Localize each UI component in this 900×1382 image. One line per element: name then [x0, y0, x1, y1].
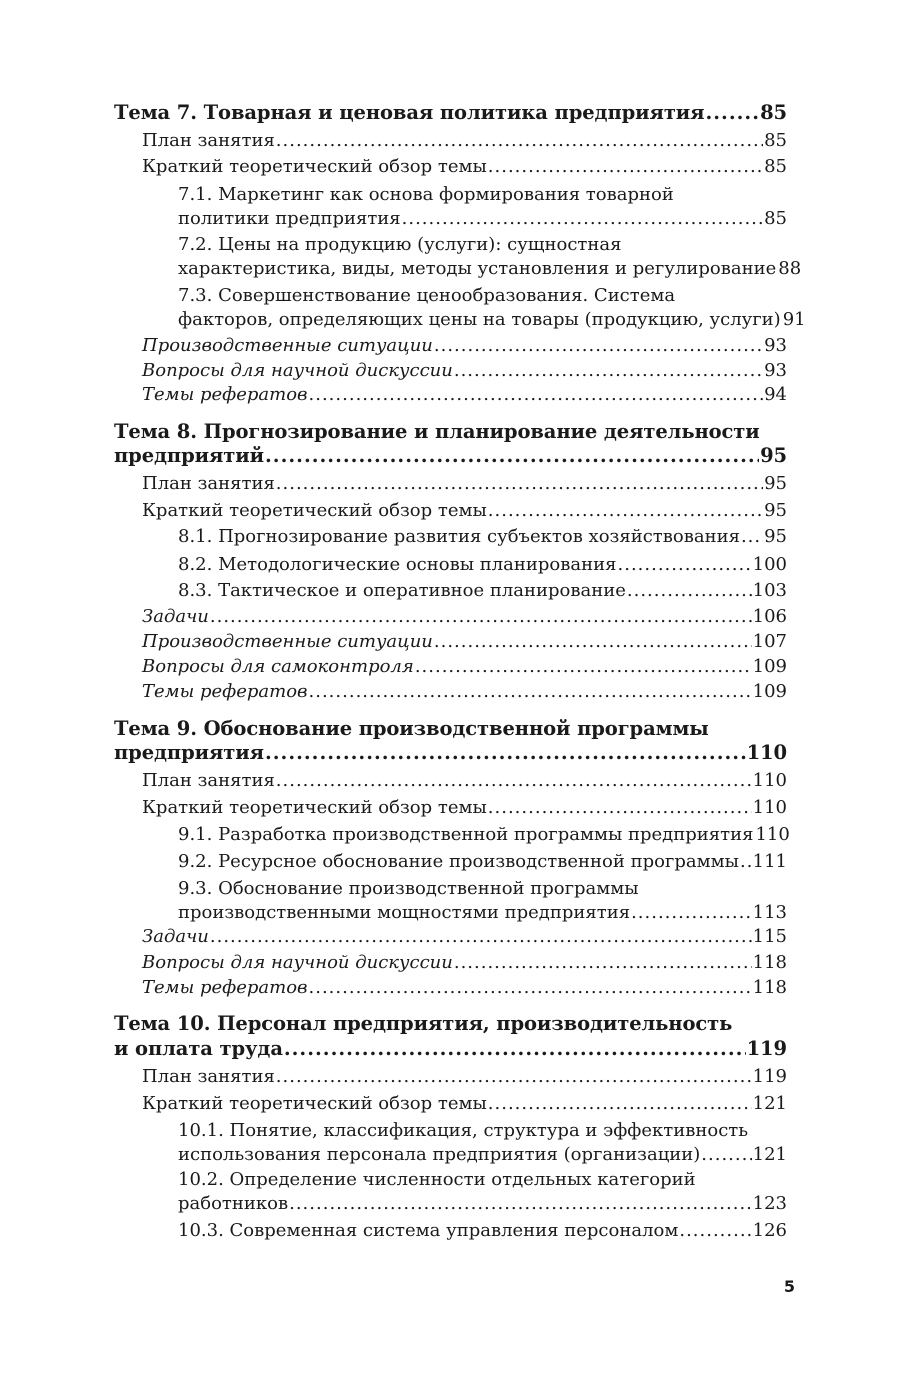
- toc-page-number: 85: [764, 130, 787, 151]
- toc-title: 8.1. Прогнозирование развития субъектов хозяйствования: [178, 526, 740, 547]
- toc-item[interactable]: [178, 1192, 787, 1216]
- toc-page-number: 94: [764, 384, 787, 405]
- toc-page-number: 118: [752, 977, 787, 998]
- toc-page-number: 110: [752, 770, 787, 791]
- toc-title: План занятия: [142, 473, 275, 494]
- dot-leader: [488, 796, 752, 820]
- dot-leader: [309, 383, 764, 407]
- dot-leader: [402, 207, 763, 231]
- toc-title: предприятий: [114, 444, 264, 467]
- dot-leader: [284, 1037, 746, 1061]
- toc-title: 9.1. Разработка производственной программы предприятия: [178, 824, 754, 845]
- dot-leader: [210, 925, 752, 949]
- toc-topic-title-line1: Тема 9. Обоснование производственной программы: [114, 717, 709, 740]
- toc-topic[interactable]: [114, 741, 787, 765]
- toc-title: производственными мощностями предприятия: [178, 902, 631, 923]
- dot-leader: [454, 359, 763, 383]
- toc-title: 8.3. Тактическое и оперативное планирование: [178, 580, 626, 601]
- toc-item[interactable]: [142, 472, 787, 496]
- toc-item[interactable]: [178, 823, 790, 847]
- page-number: 5: [783, 1277, 795, 1296]
- dot-leader: [289, 1192, 752, 1216]
- toc-page-number: 95: [764, 526, 787, 547]
- toc-topic[interactable]: [114, 1037, 787, 1061]
- toc-title: 9.2. Ресурсное обоснование производственной программы: [178, 851, 739, 872]
- toc-page-number: 93: [764, 335, 787, 356]
- toc-page-number: 85: [764, 156, 787, 177]
- dot-leader: [705, 101, 759, 125]
- toc-page-number: 126: [752, 1220, 787, 1241]
- toc-title: Краткий теоретический обзор темы: [142, 1093, 487, 1114]
- toc-item[interactable]: [142, 155, 787, 179]
- toc-title: Вопросы для научной дискуссии: [142, 360, 453, 381]
- toc-title: Производственные ситуации: [142, 631, 433, 652]
- dot-leader: [488, 1092, 752, 1116]
- dot-leader: [309, 680, 752, 704]
- toc-title: Темы рефератов: [142, 977, 308, 998]
- dot-leader: [741, 525, 763, 549]
- toc-title: использования персонала предприятия (организации): [178, 1144, 701, 1165]
- dot-leader: [434, 334, 763, 358]
- toc-item[interactable]: [142, 499, 787, 523]
- dot-leader: [210, 605, 752, 629]
- toc-title-line1: 7.2. Цены на продукцию (услуги): сущностная: [178, 234, 622, 255]
- toc-page-number: 95: [764, 473, 787, 494]
- dot-leader: [434, 630, 752, 654]
- toc-title: и оплата труда: [114, 1037, 283, 1060]
- toc-italic-item[interactable]: [142, 976, 787, 1000]
- dot-leader: [276, 1065, 752, 1089]
- toc-page-number: 109: [752, 656, 787, 677]
- toc-item[interactable]: [178, 1219, 787, 1243]
- toc-italic-item[interactable]: [142, 334, 787, 358]
- toc-page-number: 111: [752, 851, 787, 872]
- toc-title-line1: 9.3. Обоснование производственной программы: [178, 878, 639, 899]
- toc-page-number: 91: [782, 309, 806, 330]
- toc-item[interactable]: [178, 579, 787, 603]
- toc-title: политики предприятия: [178, 208, 401, 229]
- toc-title: характеристика, виды, методы установления и регулирование: [178, 258, 777, 279]
- toc-item[interactable]: [178, 525, 787, 549]
- toc-title-line1: 7.3. Совершенствование ценообразования. Система: [178, 285, 676, 306]
- toc-page-number: 100: [752, 554, 787, 575]
- dot-leader: [679, 1219, 751, 1243]
- toc-page-number: 123: [752, 1193, 787, 1214]
- toc-page-number: 118: [752, 952, 787, 973]
- dot-leader: [618, 553, 752, 577]
- toc-title: Вопросы для самоконтроля: [142, 656, 414, 677]
- dot-leader: [265, 741, 746, 765]
- toc-italic-item[interactable]: [142, 605, 787, 629]
- toc-title-line1: 10.1. Понятие, классификация, структура и эффективность: [178, 1120, 749, 1141]
- toc-item[interactable]: [178, 1143, 787, 1167]
- toc-italic-item[interactable]: [142, 630, 787, 654]
- toc-topic-title-line1: Тема 10. Персонал предприятия, производительность: [114, 1012, 733, 1035]
- toc-title: факторов, определяющих цены на товары (продукцию, услуги): [178, 309, 781, 330]
- dot-leader: [631, 901, 752, 925]
- toc-page-number: 88: [778, 258, 802, 279]
- toc-page-number: 95: [764, 500, 787, 521]
- toc-italic-item[interactable]: [142, 680, 787, 704]
- toc-topic[interactable]: [114, 101, 787, 125]
- toc-page-number: 95: [760, 444, 787, 467]
- toc-title: Производственные ситуации: [142, 335, 433, 356]
- toc-item[interactable]: [178, 207, 787, 231]
- toc-title: Темы рефератов: [142, 681, 308, 702]
- toc-topic[interactable]: [114, 444, 787, 468]
- toc-page-number: 107: [752, 631, 787, 652]
- dot-leader: [627, 579, 752, 603]
- toc-title: Краткий теоретический обзор темы: [142, 156, 487, 177]
- toc-title: План занятия: [142, 1066, 275, 1087]
- toc-item[interactable]: [178, 257, 802, 281]
- toc-title: Задачи: [142, 606, 209, 627]
- toc-page-number: 110: [752, 797, 787, 818]
- toc-title: План занятия: [142, 770, 275, 791]
- toc-title: План занятия: [142, 130, 275, 151]
- toc-page-number: 103: [752, 580, 787, 601]
- dot-leader: [488, 155, 763, 179]
- toc-item[interactable]: [178, 553, 787, 577]
- dot-leader: [701, 1143, 751, 1167]
- toc-item[interactable]: [142, 1092, 787, 1116]
- toc-title: 8.2. Методологические основы планирования: [178, 554, 617, 575]
- toc-italic-item[interactable]: [142, 951, 787, 975]
- toc-page-number: 121: [752, 1144, 787, 1165]
- toc-page-number: 93: [764, 360, 787, 381]
- toc-title: работников: [178, 1193, 289, 1214]
- toc-page-number: 85: [764, 208, 787, 229]
- dot-leader: [415, 655, 752, 679]
- toc-page-number: 121: [752, 1093, 787, 1114]
- toc-page-number: 110: [755, 824, 790, 845]
- toc-page-number: 113: [752, 902, 787, 923]
- toc-title: Вопросы для научной дискуссии: [142, 952, 453, 973]
- toc-title: Краткий теоретический обзор темы: [142, 797, 487, 818]
- toc-title: предприятия: [114, 741, 264, 764]
- toc-title: Задачи: [142, 926, 209, 947]
- toc-title: 10.3. Современная система управления персоналом: [178, 1220, 679, 1241]
- toc-title: Темы рефератов: [142, 384, 308, 405]
- dot-leader: [488, 499, 763, 523]
- toc-item[interactable]: [142, 769, 787, 793]
- toc-item[interactable]: [142, 129, 787, 153]
- dot-leader: [276, 472, 763, 496]
- toc-item[interactable]: [142, 796, 787, 820]
- toc-page-number: 115: [752, 926, 787, 947]
- toc-page-number: 109: [752, 681, 787, 702]
- toc-title: Тема 7. Товарная и ценовая политика предприятия: [114, 101, 705, 124]
- dot-leader: [276, 769, 752, 793]
- toc-item[interactable]: [178, 850, 787, 874]
- toc-page-number: 110: [746, 741, 787, 764]
- toc-page-number: 119: [746, 1037, 787, 1060]
- toc-item[interactable]: [178, 901, 787, 925]
- toc-item[interactable]: [142, 1065, 787, 1089]
- dot-leader: [740, 850, 752, 874]
- toc-italic-item[interactable]: [142, 359, 787, 383]
- toc-title-line1: 7.1. Маркетинг как основа формирования товарной: [178, 184, 674, 205]
- toc-italic-item[interactable]: [142, 925, 787, 949]
- toc-item[interactable]: [178, 308, 806, 332]
- toc-page-number: 85: [760, 101, 787, 124]
- toc-page-number: 106: [752, 606, 787, 627]
- dot-leader: [265, 444, 759, 468]
- dot-leader: [276, 129, 763, 153]
- toc-title-line1: 10.2. Определение численности отдельных категорий: [178, 1169, 696, 1190]
- toc-title: Краткий теоретический обзор темы: [142, 500, 487, 521]
- toc-topic-title-line1: Тема 8. Прогнозирование и планирование деятельности: [114, 420, 760, 443]
- toc-page-number: 119: [752, 1066, 787, 1087]
- dot-leader: [454, 951, 752, 975]
- toc-italic-item[interactable]: [142, 655, 787, 679]
- dot-leader: [309, 976, 752, 1000]
- toc-italic-item[interactable]: [142, 383, 787, 407]
